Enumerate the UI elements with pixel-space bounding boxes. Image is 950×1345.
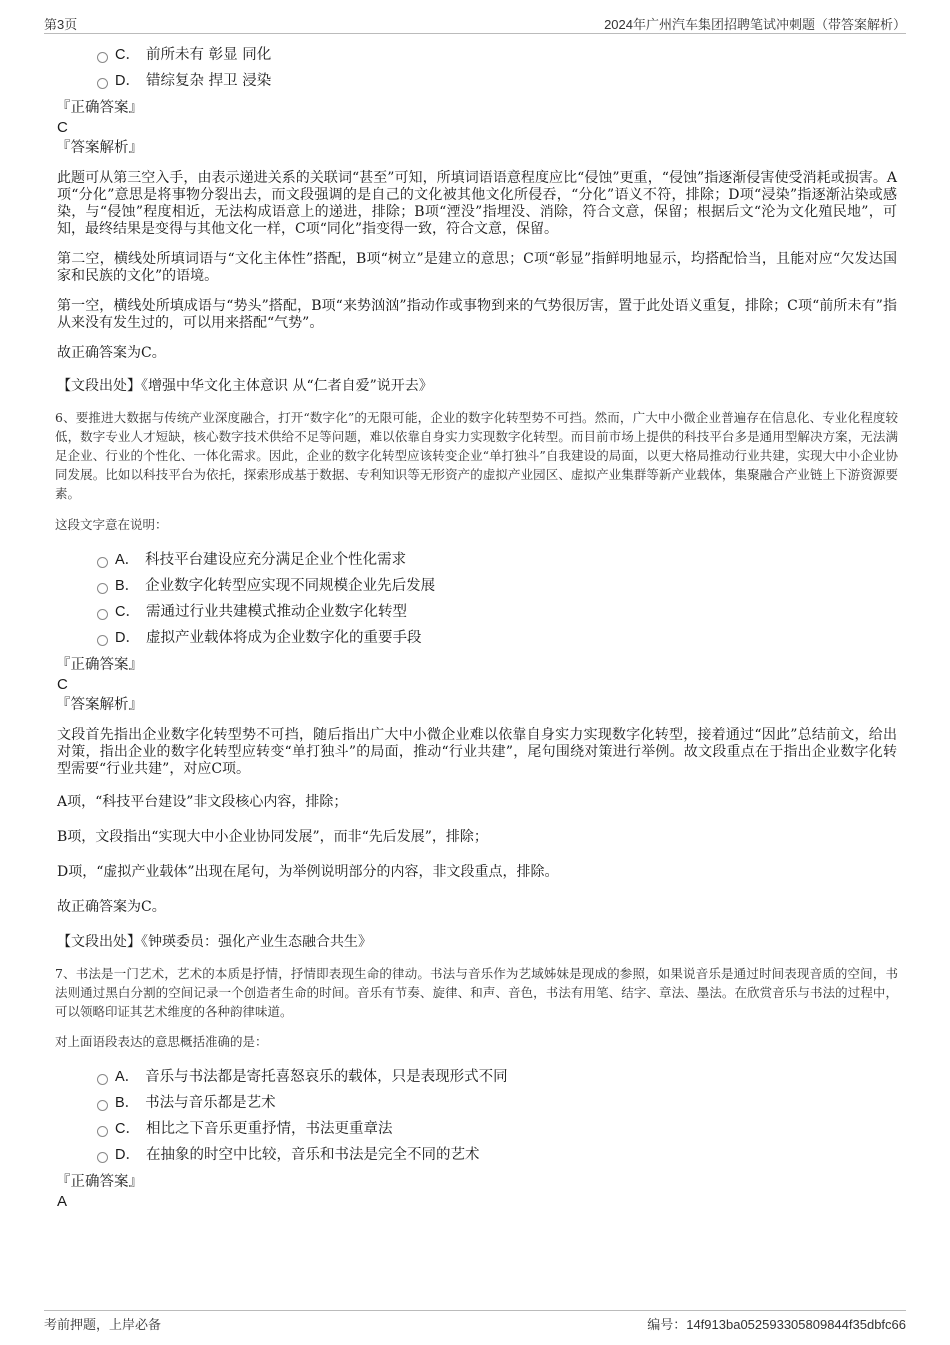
q7-answer-label: 『正确答案』 [56,1174,143,1190]
q6-analysis-para-1: 文段首先指出企业数字化转型势不可挡，随后指出广大中小微企业难以依靠自身实力实现数字化转型，接着通过“因此”总结前文，给出对策，指出企业的数字化转型应转变“单打独斗”的局面，推动“行业共建”，尾句围绕对策进行举例。故文段重点在于指出企业数字化转型需要“行业共建”，对应C项。 [57,727,897,777]
q6-answer-label: 『正确答案』 [56,657,143,673]
q7-answer: A [57,1193,68,1210]
q6-question-text: 6、要推进大数据与传统产业深度融合，打开“数字化”的无限可能，企业的数字化转型势不可挡。然而，广大中小微企业普遍存在信息化、专业化程度较低，数字专业人才短缺，核心数字技术供给不足等问题，难以依靠自身实力实现数字化转型。而目前市场上提供的科技平台多是通用型解决方案，无法满足企业、行业的个性化、一体化需求。因此，企业的数字化转型应该转变企业“单打独斗”自我建设的局面，以更大格局推动行业共建，实现大中小企业协同发展。比如以科技平台为依托，探索形成基于数据、专利知识等无形资产的虚拟产业园区、虚拟产业集群等新产业载体，集聚融合产业链上下游资源要素。 [55,410,898,501]
q6-options [0,547,950,651]
q5-analysis-label: 『答案解析』 [56,140,143,156]
q5-option-c[interactable]: C． 前所未有 彰显 同化 [97,42,950,68]
radio-icon[interactable] [97,557,108,568]
q6-analysis-option-d: D项，“虚拟产业载体”出现在尾句，为举例说明部分的内容，非文段重点，排除。 [57,864,559,880]
q6-conclusion: 故正确答案为C。 [57,899,166,915]
radio-icon[interactable] [97,583,108,594]
q7-stem: 对上面语段表达的意思概括准确的是： [55,1034,268,1049]
radio-icon[interactable] [97,1100,108,1111]
page-header [44,14,906,34]
q6-option-b[interactable]: B． 企业数字化转型应实现不同规模企业先后发展 [97,573,950,599]
q6-answer: C [57,676,68,693]
document-body [0,42,950,1212]
q6-stem: 这段文字意在说明： [55,517,168,532]
radio-icon[interactable] [97,78,108,89]
radio-icon[interactable] [97,52,108,63]
header-divider [44,33,906,34]
q5-answer: C [57,119,68,136]
q5-source: 【文段出处】《增强中华文化主体意识 从“仁者自爱”说开去》 [57,378,433,394]
q6-analysis-label: 『答案解析』 [56,697,143,713]
q6-analysis-option-b: B项，文段指出“实现大中小企业协同发展”，而非“先后发展”，排除； [57,829,488,845]
page-number: 第3页 [44,17,78,32]
q5-analysis-para-1: 此题可从第三空入手，由表示递进关系的关联词“甚至”可知，所填词语语意程度应比“侵蚀”更重，“侵蚀”指逐渐侵害使受消耗或损害。A项“分化”意思是将事物分裂出去，而文段强调的是自己的文化被其他文化所侵吞，“分化”语义不符，排除；D项“浸染”指逐渐沾染或感染，与“侵蚀”程度相近，无法构成语意上的递进，排除；B项“湮没”指埋没、消除，符合文意，保留；根据后文“沦为文化殖民地”，可知，最终结果是变得与其他文化一样，C项“同化”指变得一致，符合文意，保留。 [57,170,897,237]
q6-option-d[interactable]: D． 虚拟产业载体将成为企业数字化的重要手段 [97,625,950,651]
q7-options [0,1064,950,1168]
radio-icon[interactable] [97,1126,108,1137]
q5-analysis-para-3: 第一空，横线处所填成语与“势头”搭配，B项“来势汹汹”指动作或事物到来的气势很厉害，置于此处语义重复，排除；C项“前所未有”指从来没有发生过的，可以用来搭配“气势”。 [57,298,897,331]
q6-analysis-option-a: A项，“科技平台建设”非文段核心内容，排除； [57,794,348,810]
radio-icon[interactable] [97,1152,108,1163]
q6-source: 【文段出处】《钟瑛委员：强化产业生态融合共生》 [57,934,372,950]
footer-slogan: 考前押题，上岸必备 [44,1317,162,1332]
q5-option-d[interactable]: D． 错综复杂 捍卫 浸染 [97,68,950,94]
radio-icon[interactable] [97,609,108,620]
document-title: 2024年广州汽车集团招聘笔试冲刺题（带答案解析） [604,17,906,32]
q5-analysis-para-2: 第二空，横线处所填词语与“文化主体性”搭配，B项“树立”是建立的意思；C项“彰显”指鲜明地显示，均搭配恰当，且能对应“欠发达国家和民族的文化”的语境。 [57,251,897,284]
radio-icon[interactable] [97,1074,108,1085]
document-code-value: 14f913ba052593305809844f35dbfc66 [686,1317,906,1332]
q7-option-c[interactable]: C． 相比之下音乐更重抒情，书法更重章法 [97,1116,950,1142]
q5-answer-label: 『正确答案』 [56,100,143,116]
q6-option-a[interactable]: A． 科技平台建设应充分满足企业个性化需求 [97,547,950,573]
q7-question-text: 7、书法是一门艺术，艺术的本质是抒情，抒情即表现生命的律动。书法与音乐作为艺域姊妹是现成的参照，如果说音乐是通过时间表现音质的空间，书法则通过黑白分割的空间记录一个创造者生命的时间。音乐有节奏、旋律、和声、音色，书法有用笔、结字、章法、墨法。在欣赏音乐与书法的过程中，可以领略印证其艺术维度的各种韵律味道。 [55,966,898,1019]
document-code-label: 编号： [647,1317,687,1332]
q5-conclusion: 故正确答案为C。 [57,345,166,361]
footer-divider [44,1310,906,1311]
radio-icon[interactable] [97,635,108,646]
q7-option-d[interactable]: D． 在抽象的时空中比较，音乐和书法是完全不同的艺术 [97,1142,950,1168]
q7-option-a[interactable]: A． 音乐与书法都是寄托喜怒哀乐的载体，只是表现形式不同 [97,1064,950,1090]
document-code [647,1314,906,1333]
q7-option-b[interactable]: B． 书法与音乐都是艺术 [97,1090,950,1116]
q6-option-c[interactable]: C． 需通过行业共建模式推动企业数字化转型 [97,599,950,625]
